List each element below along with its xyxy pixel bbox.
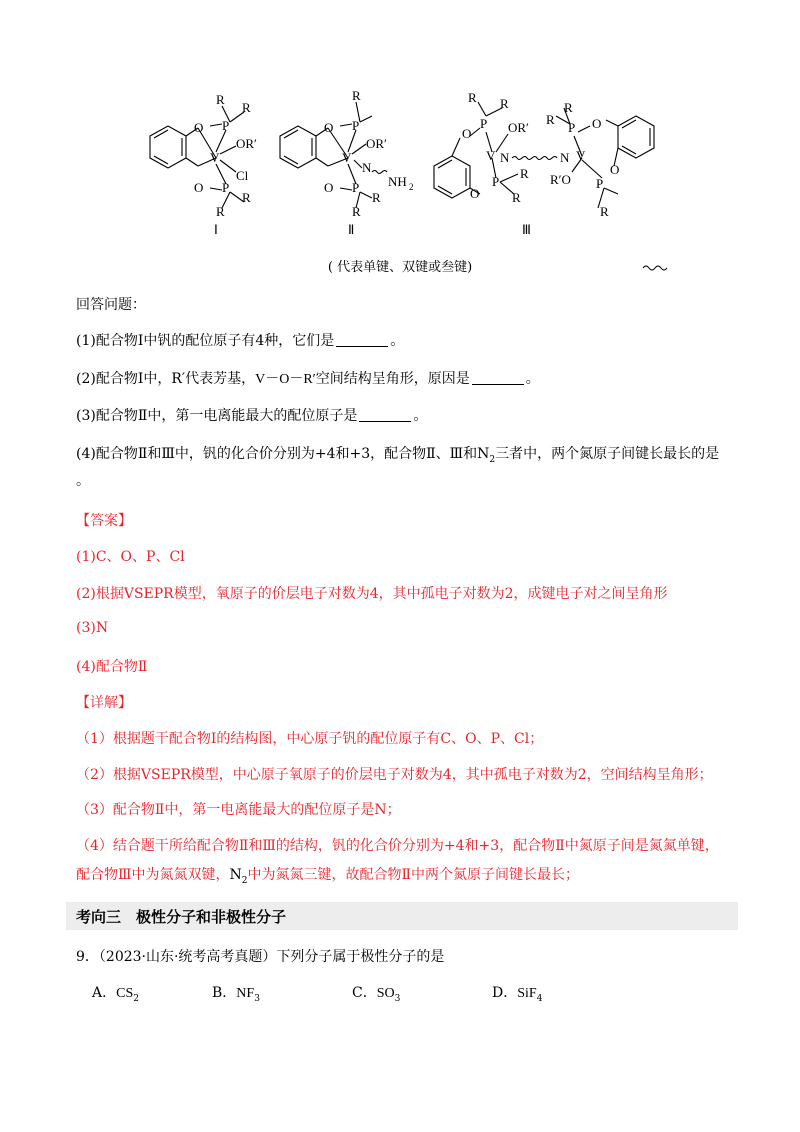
n2-formula: N (477, 446, 490, 462)
section-title: 考向三 极性分子和非极性分子 (76, 908, 287, 926)
atom-r: R (352, 204, 361, 219)
n2-formula: N (229, 867, 242, 883)
option-b[interactable] (212, 982, 260, 1004)
option-c[interactable] (352, 982, 400, 1004)
atom-p: P (568, 120, 576, 135)
question-4-ask: 三者中，两个氮原子间键长最长的是 (495, 446, 720, 462)
atom-r: R (600, 204, 609, 219)
detail-4b-text: 配合物Ⅲ中为氮氮双键， (76, 867, 230, 883)
atom-o: O (194, 120, 204, 135)
figure-caption (0, 256, 800, 275)
option-d[interactable] (492, 982, 542, 1004)
question-9-stem: 9．（2023·山东·统考高考真题）下列分子属于极性分子的是 (76, 949, 445, 965)
atom-or-prime: OR′ (366, 136, 387, 151)
question-4-end: 。 (76, 473, 90, 489)
question-3-text: (3)配合物Ⅱ中，第一电离能最大的配位原子是 (76, 408, 358, 424)
question-4 (76, 443, 719, 465)
option-subscript: 2 (133, 993, 139, 1004)
question-2-end: 。 (525, 371, 540, 387)
atom-o: O (470, 186, 480, 201)
answer-4: (4)配合物Ⅱ (76, 659, 148, 675)
detail-4b-conclusion: 中为氮氮三键，故配合物Ⅱ中两个氮原子间键长最长； (247, 867, 580, 883)
atom-v: V (576, 148, 586, 163)
label-complex-2: Ⅱ (348, 222, 355, 237)
option-a[interactable] (92, 982, 139, 1004)
detail-1: （1）根据题干配合物Ⅰ的结构图，中心原子钒的配位原子有C、O、P、Cl； (76, 731, 544, 747)
atom-p: P (222, 118, 230, 133)
atom-o: O (462, 126, 472, 141)
atom-v: V (210, 150, 220, 165)
option-formula: CS (116, 986, 134, 1001)
question-2-text: (2)配合物Ⅰ中，R′代表芳基， (76, 371, 256, 387)
option-subscript: 3 (254, 993, 260, 1004)
atom-p: P (222, 180, 230, 195)
atom-n: N (362, 160, 372, 175)
answer-blank (359, 407, 411, 422)
question-intro: 回答问题： (76, 297, 146, 313)
atom-r: R (520, 166, 529, 181)
atom-r: R (468, 90, 477, 105)
atom-p: P (596, 176, 604, 191)
structure-figure (130, 88, 690, 248)
question-1-text: (1)配合物Ⅰ中钒的配位原子有4种，它们是 (76, 333, 335, 349)
atom-or-prime: OR′ (508, 120, 529, 135)
atom-o: O (324, 120, 334, 135)
option-letter: C． (352, 985, 377, 1001)
caption-text: ( 代表单键、双键或叁键) (327, 260, 473, 275)
answer-blank (336, 332, 388, 347)
question-2-reason: 空间结构呈角形，原因是 (315, 371, 470, 387)
answer-blank (472, 370, 524, 385)
atom-p: P (352, 180, 360, 195)
label-complex-3: Ⅲ (522, 222, 531, 237)
option-letter: A． (92, 985, 117, 1001)
option-letter: B． (212, 985, 237, 1001)
detail-4b (76, 864, 579, 886)
atom-o: O (324, 180, 334, 195)
atom-o: O (610, 162, 620, 177)
atom-p: P (480, 116, 488, 131)
atom-r: R (564, 100, 573, 115)
complex-3-structure (434, 102, 654, 208)
n2-subscript: 2 (489, 454, 496, 465)
atom-nh: NH (388, 174, 407, 189)
atom-r: R (216, 204, 225, 219)
atom-r: R (372, 190, 381, 205)
atom-o: O (592, 116, 602, 131)
atom-v: V (342, 150, 352, 165)
atom-r: R (216, 92, 225, 107)
answer-3: (3)N (76, 620, 109, 636)
atom-o: O (194, 180, 204, 195)
detail-2: （2）根据VSEPR模型，中心原子氧原子的价层电子对数为4，其中孤电子对数为2，空间结构呈角形； (76, 767, 713, 783)
atom-or-prime: OR′ (236, 136, 257, 151)
atom-r-prime-o: R′O (550, 172, 571, 187)
atom-r: R (242, 190, 251, 205)
atom-nh-subscript: 2 (409, 182, 414, 192)
option-formula: NF (236, 986, 255, 1001)
option-formula: SO (376, 986, 395, 1001)
atom-r: R (242, 100, 251, 115)
n2-subscript: 2 (241, 875, 248, 886)
question-2 (76, 368, 540, 388)
atom-cl: Cl (236, 168, 249, 183)
option-subscript: 4 (536, 993, 543, 1004)
atom-p: P (492, 174, 500, 189)
answer-2: (2)根据VSEPR模型，氧原子的价层电子对数为4，其中孤电子对数为2，成键电子对之间呈角形 (76, 586, 668, 602)
atom-v: V (486, 148, 496, 163)
atom-r: R (512, 190, 521, 205)
detail-3: （3）配合物Ⅱ中，第一电离能最大的配位原子是N； (76, 802, 401, 818)
question-1-end: 。 (390, 333, 405, 349)
atom-n: N (500, 150, 510, 165)
question-3 (76, 405, 427, 425)
complex-2-structure (280, 102, 387, 208)
atom-p: P (352, 118, 360, 133)
option-formula: SiF (517, 986, 537, 1001)
atom-r: R (352, 88, 361, 103)
atom-n: N (560, 150, 570, 165)
question-4-text: (4)配合物Ⅱ和Ⅲ中，钒的化合价分别为+4和+3，配合物Ⅱ、Ⅲ和 (76, 446, 478, 462)
wavy-bond-icon (642, 263, 672, 273)
answer-heading: 【答案】 (76, 513, 132, 529)
option-letter: D． (492, 985, 518, 1001)
option-subscript: 3 (394, 993, 401, 1004)
atom-r: R (500, 96, 509, 111)
question-2-formula: V－O－R′ (255, 372, 316, 387)
detail-heading: 【详解】 (76, 695, 132, 711)
detail-4a: （4）结合题干所给配合物Ⅱ和Ⅲ的结构，钒的化合价分别为+4和+3，配合物Ⅱ中氮原子间是氮氮单键， (76, 838, 719, 854)
answer-1: (1)C、O、P、Cl (76, 549, 185, 565)
question-1 (76, 330, 404, 350)
atom-r: R (546, 112, 555, 127)
question-3-end: 。 (413, 408, 428, 424)
label-complex-1: Ⅰ (214, 222, 218, 237)
